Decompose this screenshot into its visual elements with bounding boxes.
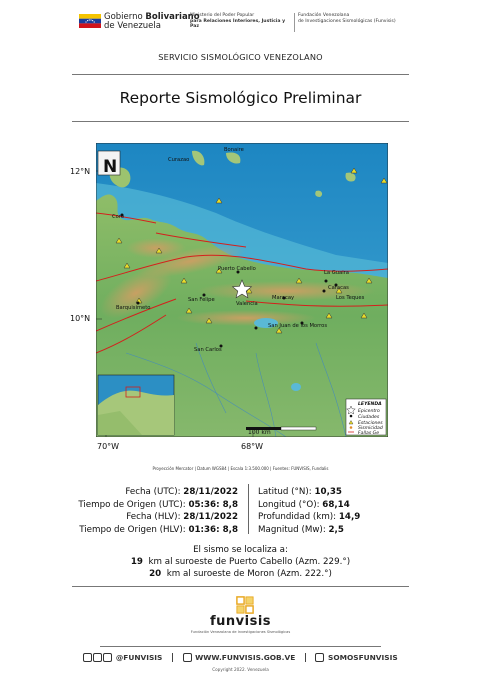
map-caption: Proyección Mercator | Datum WGS84 | Escala 1:3.500.000 | Fuentes: FUNVISIS, Fundalis [152, 466, 329, 471]
label-los-teques: Los Teques [336, 295, 365, 301]
longitud-label: Longitud (°O): [258, 499, 320, 510]
lat-label-top: 12°N [70, 167, 91, 176]
govt-line1-bold: Bolivariano [145, 12, 200, 22]
social-bar [0, 652, 481, 662]
funvisis-logo-icon [236, 596, 254, 614]
footer-rule [100, 646, 381, 647]
lon-label-mid: 68°W [241, 442, 264, 451]
location-rule [72, 586, 409, 587]
location-2-distance: 20 [149, 569, 162, 579]
funvisis-subtitle: Fundación Venezolana de Investigaciones Sismológicas [190, 630, 291, 634]
svg-text:100 km: 100 km [248, 429, 271, 436]
funvisis-wordmark: funvisis [209, 614, 272, 629]
label-san-carlos: San Carlos [194, 347, 222, 353]
svg-text:N: N [103, 157, 118, 177]
label-coro: Coro [112, 214, 124, 220]
label-san-felipe: San Felipe [188, 297, 215, 303]
longitud-row [258, 499, 428, 512]
profundidad-label: Profundidad (km): [258, 512, 337, 522]
location-line-2 [0, 569, 481, 579]
govt-line1-prefix: Gobierno [104, 12, 146, 22]
social-divider [305, 653, 306, 662]
facebook-handle[interactable]: SOMOSFUNVISIS [328, 652, 398, 662]
svg-text:Estaciones: Estaciones [358, 421, 383, 426]
magnitud-row [258, 524, 428, 537]
lon-label-left: 70°W [97, 442, 120, 451]
label-maracay: Maracay [272, 295, 295, 301]
map-legend [346, 399, 386, 436]
location-2-text: km al suroeste de Moron (Azm. 222.°) [166, 569, 332, 579]
location-1-text: km al suroeste de Puerto Cabello (Azm. 229.°) [148, 557, 351, 567]
profundidad-row [258, 511, 428, 524]
copyright: Copyright 2022. Venezuela [212, 667, 269, 672]
ministry-text [190, 13, 290, 30]
profundidad-value: 14,9 [338, 512, 361, 522]
longitud-value: 68,14 [322, 499, 350, 510]
origen-utc-value: 05:36: 8,8 [188, 499, 238, 510]
svg-text:Fallas Ge: Fallas Ge [358, 431, 380, 436]
fecha-utc-value: 28/11/2022 [183, 487, 238, 497]
label-la-guaira: La Guaira [324, 270, 349, 276]
foundation-text [298, 13, 408, 24]
svg-text:Sismicidad: Sismicidad [358, 426, 383, 431]
service-name: SERVICIO SISMOLÓGICO VENEZOLANO [158, 52, 323, 62]
label-puerto-cabello: Puerto Cabello [218, 266, 256, 272]
foundation-line1: Fundación Venezolana [298, 13, 350, 18]
header-divider [294, 13, 295, 32]
label-bonaire: Bonaire [224, 147, 244, 153]
origen-hlv-row [60, 524, 238, 537]
origen-hlv-value: 01:36: 8,8 [188, 524, 238, 535]
location-1-distance: 19 [130, 557, 143, 567]
ministry-line2: para Relaciones Interiores, Justicia y Paz [190, 18, 286, 29]
svg-text:LEYENDA: LEYENDA [358, 402, 382, 407]
location-line-1 [0, 557, 481, 567]
label-barquisimeto: Barquisimeto [116, 305, 151, 311]
magnitud-value: 2,5 [328, 524, 344, 535]
origen-utc-label: Tiempo de Origen (UTC): [78, 499, 186, 510]
svg-text:Epicentro: Epicentro [358, 409, 380, 414]
label-san-juan: San Juan de los Morros [268, 323, 328, 329]
data-divider [248, 484, 249, 534]
fecha-hlv-label: Fecha (HLV): [126, 512, 181, 522]
epicenter-map [96, 143, 388, 437]
page-title: Reporte Sismológico Preliminar [119, 89, 362, 107]
fecha-hlv-value: 28/11/2022 [183, 512, 238, 522]
lat-label-mid: 10°N [70, 314, 91, 323]
latitud-row [258, 486, 428, 499]
website-link[interactable]: WWW.FUNVISIS.GOB.VE [195, 652, 296, 662]
govt-line2: de Venezuela [104, 21, 161, 31]
facebook-icon [315, 653, 324, 662]
data-left [60, 486, 238, 536]
reservoir [291, 383, 301, 391]
label-curazao: Curazao [168, 157, 190, 163]
youtube-icon [103, 653, 112, 662]
social-handle[interactable]: @FUNVISIS [115, 652, 163, 662]
svg-text:Ciudades: Ciudades [358, 415, 380, 420]
ministry-line1: Ministerio del Poder Popular [190, 13, 255, 18]
data-right [258, 486, 428, 536]
title-rule [72, 121, 409, 122]
latitud-label: Latitud (°N): [258, 487, 312, 497]
web-icon [183, 653, 192, 662]
government-logo-text [104, 13, 200, 31]
north-arrow-icon [98, 151, 120, 177]
instagram-icon [93, 653, 102, 662]
social-divider [172, 653, 173, 662]
magnitud-label: Magnitud (Mw): [258, 524, 326, 535]
label-valencia: Valencia [236, 301, 258, 307]
top-rule [72, 74, 409, 75]
foundation-line2: de Investigaciones Sismológicas (Funvisis) [298, 18, 396, 24]
inset-map [98, 375, 174, 435]
venezuela-flag-icon [79, 14, 101, 28]
social-media-icon [83, 653, 92, 662]
fecha-utc-label: Fecha (UTC): [125, 487, 181, 497]
latitud-value: 10,35 [314, 487, 342, 497]
location-heading: El sismo se localiza a: [193, 545, 288, 555]
fecha-hlv-row [60, 511, 238, 524]
label-caracas: Caracas [328, 285, 349, 291]
origen-hlv-label: Tiempo de Origen (HLV): [79, 524, 186, 535]
origen-utc-row [60, 499, 238, 512]
fecha-utc-row [60, 486, 238, 499]
